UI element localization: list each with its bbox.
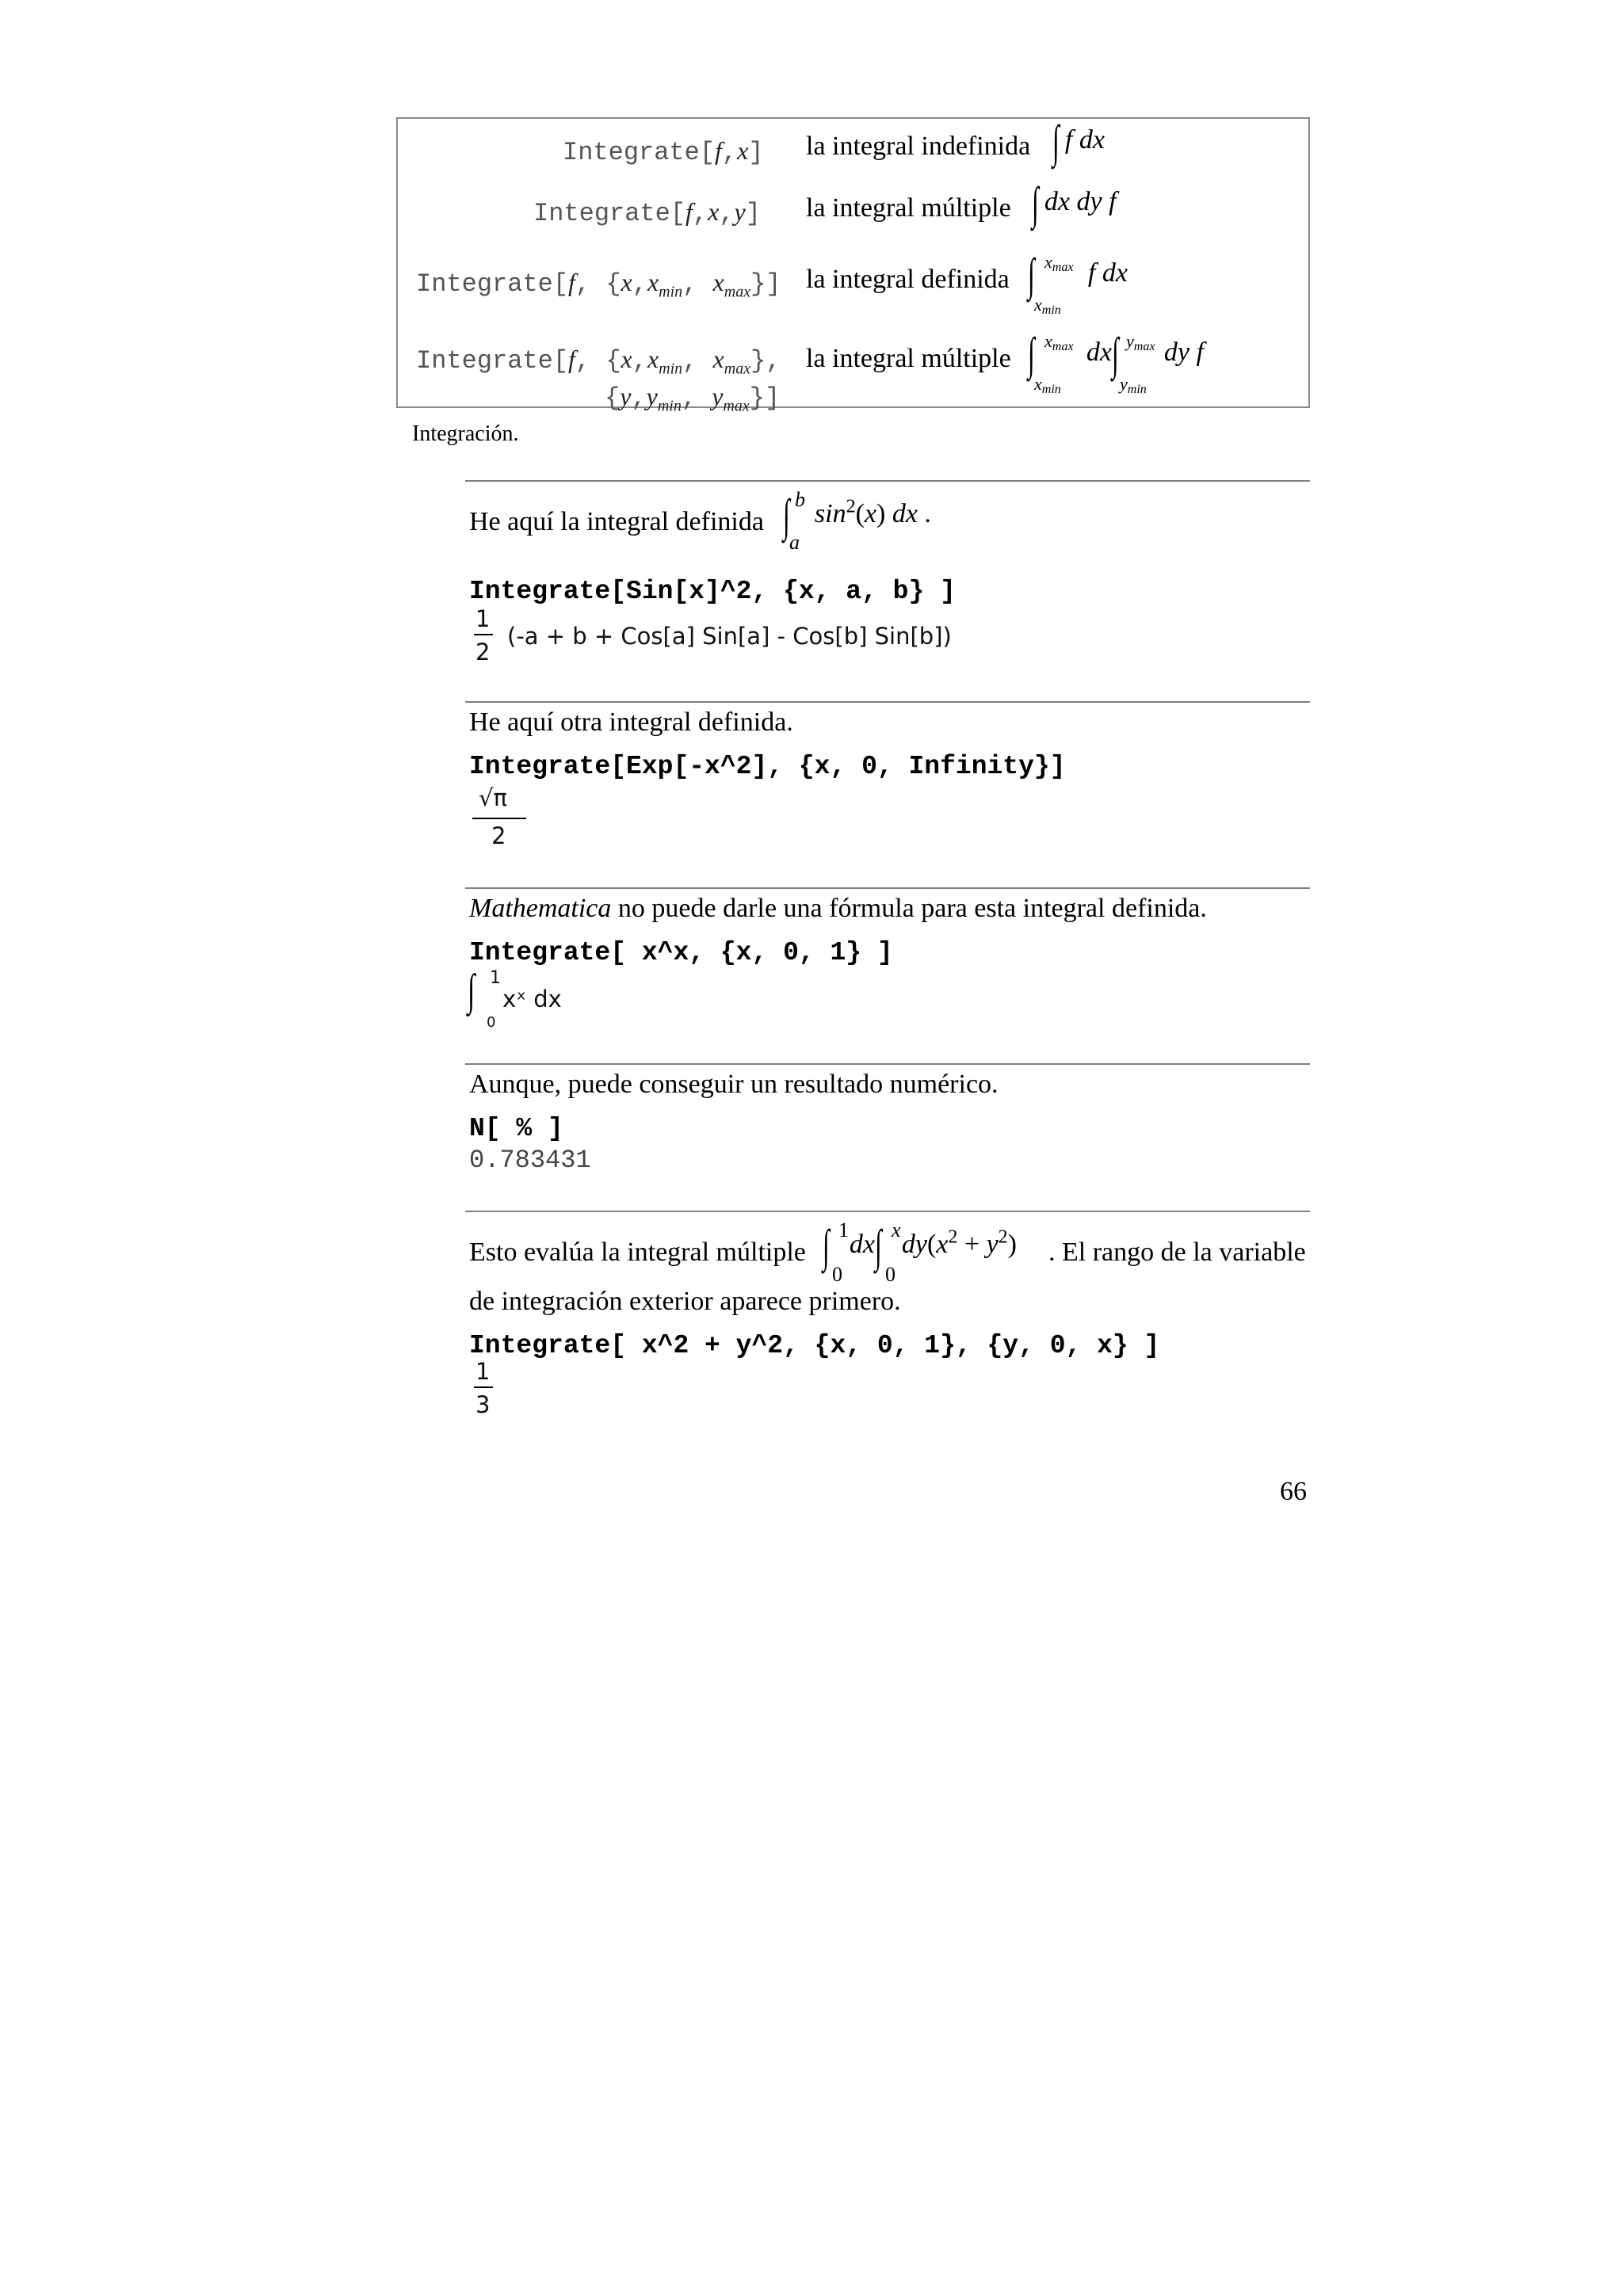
cell-5-formula: ∫ dx∫ $dy(x^2 + y^2)$: [823, 1220, 1017, 1272]
cell-1-output: (-a + b + Cos[a] Sin[a] - Cos[b] Sin[b]): [507, 623, 952, 650]
table-row-2-formula: ∫ dx dy f: [1032, 177, 1117, 229]
lower-limit-1: 0: [832, 1263, 842, 1286]
integral-sign-icon: ∫: [1032, 177, 1039, 229]
upper-limit: 1: [490, 968, 501, 988]
cell-2-text: He aquí otra integral definida.: [469, 707, 793, 737]
table-row-3-description: la integral definida: [806, 265, 1010, 294]
table-row-2-command: Integrate[f,x,y]: [533, 197, 761, 228]
integral-sign-icon: ∫: [783, 490, 790, 541]
cell-3-input[interactable]: Integrate[ x^x, {x, 0, 1} ]: [469, 938, 893, 967]
cell-divider: [465, 1063, 1310, 1065]
lower-limit-2: 0: [885, 1263, 896, 1286]
integral-sign-icon: ∫: [1052, 116, 1060, 167]
lower-limit: a: [789, 531, 800, 554]
integral-sign-icon: ∫: [1111, 328, 1119, 379]
table-row-3-formula: ∫ f dx: [1028, 249, 1128, 300]
cell-1-formula: ∫ $\sin^2(x)$ dx .: [783, 490, 931, 541]
cell-5-output-numerator: 1: [475, 1358, 491, 1385]
cell-5-output-denominator: 3: [475, 1391, 491, 1418]
table-row-2-description: la integral múltiple: [806, 193, 1011, 223]
table-row-4-command-continuation: {$y,y_{min}$, $y_{max}$}]: [605, 382, 781, 415]
cell-4-text: Aunque, puede conseguir un resultado numérico.: [469, 1070, 999, 1099]
cell-divider: [465, 480, 1310, 482]
cell-5-text-line2: de integración exterior aparece primero.: [469, 1287, 901, 1316]
cell-divider: [465, 887, 1310, 889]
table-row-1-formula: ∫ f dx: [1052, 116, 1105, 167]
integral-sign-icon: ∫: [823, 1220, 830, 1272]
cell-5-text-after: . El rango de la variable: [1048, 1238, 1306, 1267]
integral-sign-icon: ∫: [468, 966, 475, 1015]
lower-limit: $x_{min}$: [1034, 295, 1061, 317]
upper-limit-y: $y_{max}$: [1126, 331, 1155, 353]
cell-4-input[interactable]: N[ % ]: [469, 1114, 563, 1143]
upper-limit-1: 1: [838, 1219, 849, 1241]
cell-1-text: He aquí la integral definida: [469, 507, 764, 536]
cell-divider: [465, 1211, 1310, 1212]
upper-limit-2: x: [892, 1219, 901, 1241]
table-row-4-formula: ∫ dx∫ dy f: [1028, 328, 1204, 379]
cell-5-text: Esto evalúa la integral múltiple: [469, 1238, 806, 1267]
table-row-1-command: Integrate[f,x]: [563, 136, 764, 167]
cell-1-input[interactable]: Integrate[Sin[x]^2, {x, a, b} ]: [469, 577, 956, 606]
lower-limit: 0: [487, 1014, 496, 1031]
cell-1-output-numerator: 1: [475, 605, 491, 632]
upper-limit-x: $x_{max}$: [1044, 331, 1074, 353]
cell-4-output: 0.783431: [469, 1146, 591, 1175]
integral-sign-icon: ∫: [1028, 328, 1035, 379]
cell-3-output: xˣ dx: [502, 986, 562, 1013]
cell-2-input[interactable]: Integrate[Exp[-x^2], {x, 0, Infinity}]: [469, 752, 1066, 781]
cell-3-text: Mathematica no puede darle una fórmula para esta integral definida.: [469, 894, 1207, 923]
cell-1-output-denominator: 2: [475, 639, 491, 666]
cell-2-output-denominator: 2: [491, 822, 506, 849]
table-row-4-description: la integral múltiple: [806, 344, 1011, 373]
upper-limit: $x_{max}$: [1044, 252, 1074, 274]
cell-5-input[interactable]: Integrate[ x^2 + y^2, {x, 0, 1}, {y, 0, x} ]: [469, 1331, 1160, 1360]
table-row-4-command: Integrate[f, {$x,x_{min}$, $x_{max}$},: [416, 345, 781, 378]
table-row-3-command: Integrate[f, {$x,x_{min}$, $x_{max}$}]: [416, 268, 781, 301]
table-caption: Integración.: [412, 421, 519, 446]
upper-limit: b: [795, 488, 805, 511]
lower-limit-y: $y_{min}$: [1120, 374, 1147, 396]
fraction-bar: [472, 818, 526, 819]
cell-divider: [465, 701, 1310, 703]
cell-2-output-numerator: √π: [479, 784, 507, 811]
fraction-bar: [474, 1386, 493, 1388]
fraction-bar: [474, 634, 493, 635]
page-number: 66: [1280, 1477, 1307, 1506]
integral-sign-icon: ∫: [874, 1220, 882, 1272]
integral-sign-icon: ∫: [1028, 249, 1035, 300]
table-row-1-description: la integral indefinida: [806, 132, 1031, 161]
lower-limit-x: $x_{min}$: [1034, 374, 1061, 396]
